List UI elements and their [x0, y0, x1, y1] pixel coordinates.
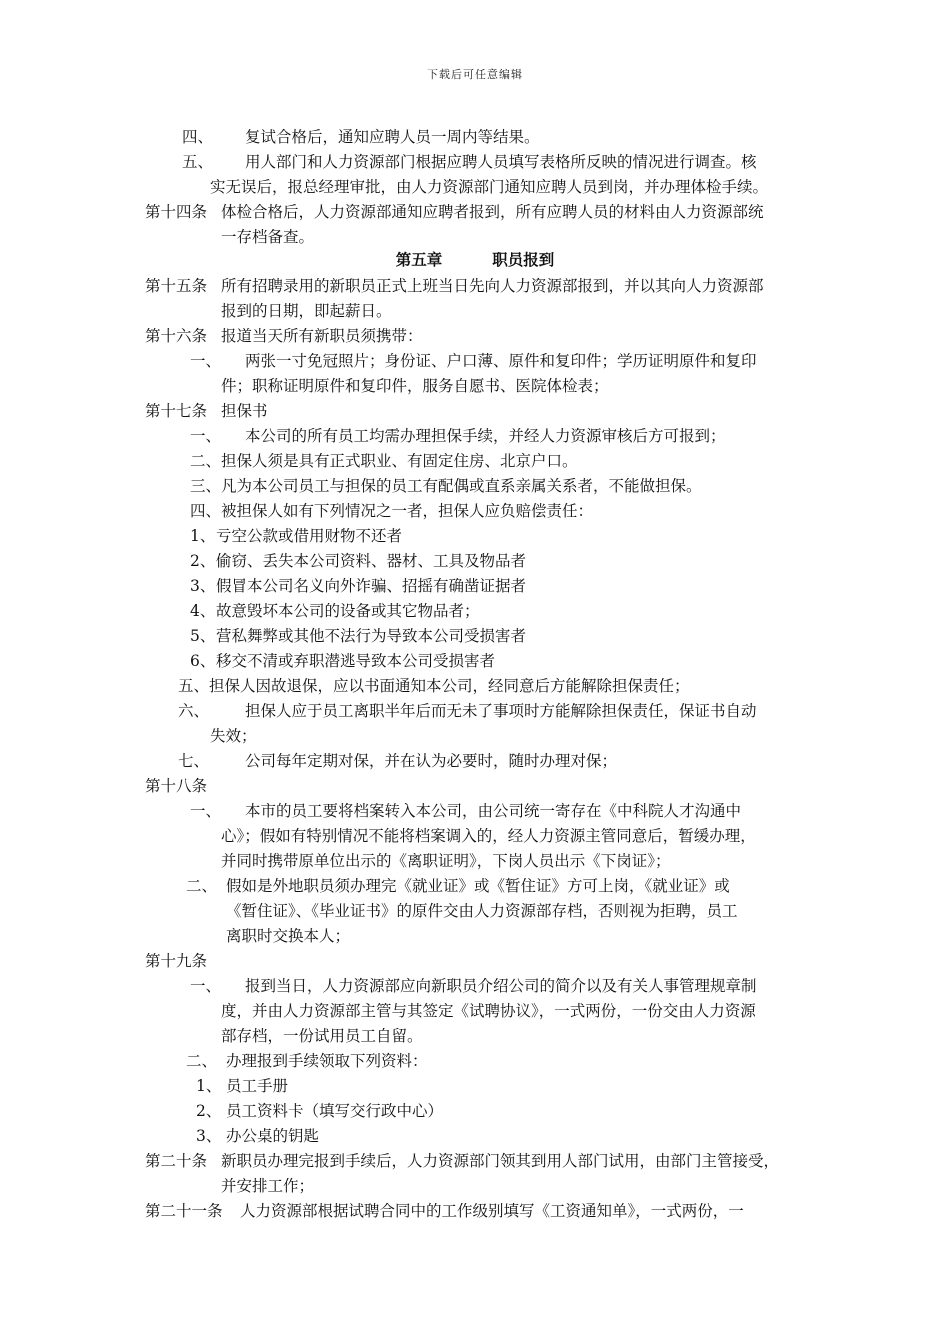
clause-text: 假如是外地职员须办理完《就业证》或《暂住证》方可上岗，《就业证》或: [226, 877, 730, 895]
clause-number: 1、: [190, 527, 216, 545]
clause-number: 3、: [196, 1127, 222, 1145]
text-line: 度，并由人力资源部主管与其签定《试聘协议》，一式两份，一份交由人力资源: [221, 1002, 756, 1020]
clause-text: 员工手册: [226, 1077, 289, 1095]
text-line: 部存档，一份试用员工自留。: [221, 1027, 423, 1045]
clause-text: 本市的员工要将档案转入本公司，由公司统一寄存在《中科院人才沟通中: [245, 802, 742, 820]
clause-text: 所有招聘录用的新职员正式上班当日先向人力资源部报到，并以其向人力资源部: [221, 277, 764, 295]
clause-text: 公司每年定期对保，并在认为必要时，随时办理对保；: [245, 752, 618, 770]
clause-number: 第十七条: [145, 402, 208, 420]
text-line: 离职时交换本人；: [226, 927, 351, 945]
clause-number: 2、: [190, 552, 216, 570]
text-line: 失效；: [210, 727, 257, 745]
clause-text: 体检合格后，人力资源部通知应聘者报到，所有应聘人员的材料由人力资源部统: [221, 203, 764, 221]
clause-number: 第十六条: [145, 327, 208, 345]
clause-number: 一、: [190, 802, 222, 820]
clause-number: 二、: [186, 877, 218, 895]
text-line: 第十八条: [145, 777, 208, 795]
clause-text: 员工资料卡（填写交行政中心）: [226, 1102, 444, 1120]
text-line: 二、担保人须是具有正式职业、有固定住房、北京户口。: [190, 452, 578, 470]
clause-text: 用人部门和人力资源部门根据应聘人员填写表格所反映的情况进行调查。核: [245, 153, 757, 171]
clause-number: 一、: [190, 977, 222, 995]
clause-text: 办理报到手续领取下列资料：: [226, 1052, 428, 1070]
clause-text: 故意毁坏本公司的设备或其它物品者；: [216, 602, 480, 620]
clause-number: 六、: [178, 702, 210, 720]
clause-text: 担保人应于员工离职半年后而无未了事项时方能解除担保责任，保证书自动: [245, 702, 757, 720]
clause-number: 5、: [190, 627, 216, 645]
clause-number: 一、: [190, 352, 222, 370]
clause-text: 报到当日，人力资源部应向新职员介绍公司的简介以及有关人事管理规章制: [245, 977, 757, 995]
clause-text: 办公桌的钥匙: [226, 1127, 320, 1145]
clause-number: 6、: [190, 652, 216, 670]
text-line: 件；职称证明原件和复印件，服务自愿书、医院体检表；: [221, 377, 609, 395]
page-header: 下载后可任意编辑: [427, 68, 523, 81]
clause-number: 第十五条: [145, 277, 208, 295]
text-line: 五、担保人因故退保，应以书面通知本公司，经同意后方能解除担保责任；: [178, 677, 690, 695]
clause-text: 假冒本公司名义向外诈骗、招摇有确凿证据者: [216, 577, 527, 595]
clause-text: 报道当天所有新职员须携带：: [221, 327, 423, 345]
clause-number: 一、: [190, 427, 222, 445]
clause-number: 4、: [190, 602, 216, 620]
clause-text: 移交不清或弃职潜逃导致本公司受损害者: [216, 652, 496, 670]
text-line: 第十九条: [145, 952, 208, 970]
clause-text: 两张一寸免冠照片；身份证、户口薄、原件和复印件；学历证明原件和复印: [245, 352, 757, 370]
clause-number: 五、: [182, 153, 214, 171]
text-line: 报到的日期，即起薪日。: [221, 302, 392, 320]
text-line: 三、凡为本公司员工与担保的员工有配偶或直系亲属关系者，不能做担保。: [190, 477, 702, 495]
clause-number: 2、: [196, 1102, 222, 1120]
clause-text: 偷窃、丢失本公司资料、器材、工具及物品者: [216, 552, 527, 570]
chapter-title: 职员报到: [492, 250, 555, 269]
clause-text: 亏空公款或借用财物不还者: [216, 527, 403, 545]
chapter-heading: [0, 250, 950, 270]
clause-text: 人力资源部根据试聘合同中的工作级别填写《工资通知单》，一式两份，一: [240, 1202, 744, 1220]
clause-number: 四、: [182, 128, 214, 146]
clause-text: 本公司的所有员工均需办理担保手续，并经人力资源审核后方可报到；: [245, 427, 726, 445]
text-line: 并同时携带原单位出示的《离职证明》，下岗人员出示《下岗证》；: [221, 852, 671, 870]
clause-number: 七、: [178, 752, 210, 770]
clause-number: 1、: [196, 1077, 222, 1095]
clause-text: 担保书: [221, 402, 268, 420]
clause-text: 营私舞弊或其他不法行为导致本公司受损害者: [216, 627, 527, 645]
clause-number: 第二十一条: [145, 1202, 223, 1220]
clause-text: 新职员办理完报到手续后，人力资源部门领其到用人部门试用，由部门主管接受，: [221, 1152, 780, 1170]
chapter-number: 第五章: [395, 250, 443, 269]
clause-number: 第二十条: [145, 1152, 208, 1170]
text-line: 实无误后，报总经理审批，由人力资源部门通知应聘人员到岗，并办理体检手续。: [210, 178, 769, 196]
text-line: 心》；假如有特别情况不能将档案调入的，经人力资源主管同意后，暂缓办理，: [221, 827, 756, 845]
clause-number: 二、: [186, 1052, 218, 1070]
clause-text: 复试合格后，通知应聘人员一周内等结果。: [245, 128, 540, 146]
text-line: 并安排工作；: [221, 1177, 315, 1195]
clause-number: 3、: [190, 577, 216, 595]
text-line: 一存档备查。: [221, 228, 315, 246]
text-line: 《暂住证》、《毕业证书》的原件交由人力资源部存档，否则视为拒聘，员工: [226, 902, 738, 920]
clause-number: 第十四条: [145, 203, 208, 221]
text-line: 四、被担保人如有下列情况之一者，担保人应负赔偿责任：: [190, 502, 594, 520]
